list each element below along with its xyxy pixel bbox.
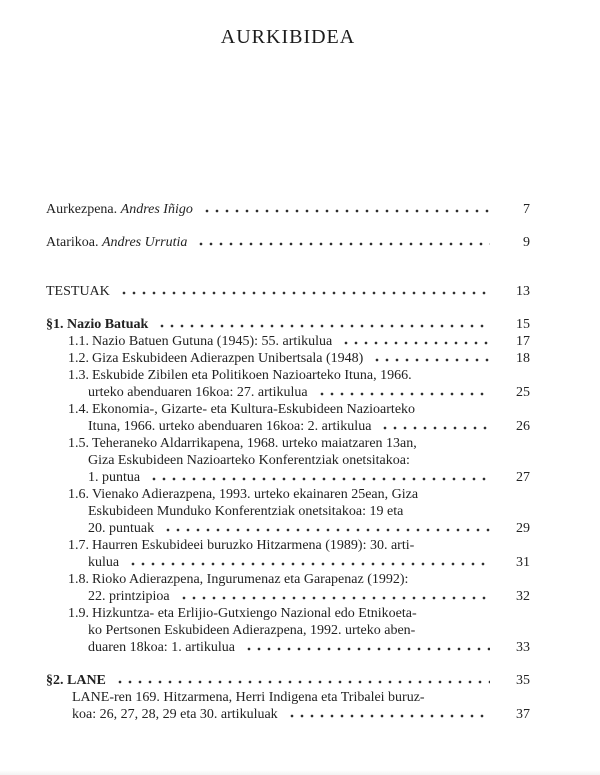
- page-number: 15: [516, 317, 530, 332]
- entry-number: 1.1.: [68, 334, 89, 349]
- toc-entry: [46, 350, 530, 367]
- entry-text: Haurren Eskubideei buruzko Hitzarmena (1989): 30. arti-: [92, 538, 415, 553]
- toc-line: [46, 316, 530, 333]
- page-number: 37: [516, 707, 530, 722]
- entry-text: §2. LANE: [46, 673, 106, 688]
- scan-bottom-edge: [0, 770, 600, 775]
- toc-line: [88, 418, 530, 435]
- page-number: 18: [516, 351, 530, 366]
- entry-author: Andres Urrutia: [101, 235, 188, 250]
- page-number: 29: [516, 521, 530, 536]
- entry-text: Giza Eskubideen Adierazpen Unibertsala (1948): [92, 351, 364, 366]
- page-number: 26: [516, 419, 530, 434]
- entry-text: Eskubide Zibilen eta Politikoen Nazioarteko Ituna, 1966.: [92, 368, 412, 383]
- page-number: 35: [516, 673, 530, 688]
- toc-list: [46, 201, 530, 723]
- entry-text: Ekonomia-, Gizarte- eta Kultura-Eskubideen Nazioarteko: [92, 402, 416, 417]
- toc-line: [88, 452, 530, 469]
- toc-line: [68, 401, 530, 418]
- entry-text: LANE-ren 169. Hitzarmena, Herri Indigena eta Tribalei buruz-: [72, 690, 425, 705]
- toc-entry: [46, 283, 530, 300]
- toc-line: [88, 639, 530, 656]
- dot-leader: [157, 324, 490, 328]
- dot-leader: [202, 209, 490, 213]
- toc-line: [72, 706, 530, 723]
- entry-text: 22. printzipioa: [88, 589, 170, 604]
- toc-line: [88, 554, 530, 571]
- toc-line: [88, 622, 530, 639]
- entry-text: urteko abenduaren 16koa: 27. artikulua: [88, 385, 308, 400]
- toc-line: [46, 201, 530, 218]
- entry-text: Rioko Adierazpena, Ingurumenaz eta Garapenaz (1992):: [92, 572, 409, 587]
- toc-line: [68, 350, 530, 367]
- toc-line: [68, 367, 530, 384]
- toc-entry: [46, 571, 530, 605]
- toc-entry: [46, 672, 530, 689]
- toc-entry: [46, 201, 530, 218]
- toc-entry: [46, 333, 530, 350]
- toc-line: [46, 283, 530, 300]
- entry-number: 1.6.: [68, 487, 89, 502]
- page-number: 32: [516, 589, 530, 604]
- toc-line: [88, 503, 530, 520]
- dot-leader: [149, 477, 490, 481]
- entry-text: [46, 234, 187, 251]
- toc-entry: [46, 605, 530, 656]
- page-number: 27: [516, 470, 530, 485]
- entry-text: ko Pertsonen Eskubideen Adierazpena, 1992. urteko aben-: [88, 623, 416, 638]
- toc-line: [68, 605, 530, 622]
- dot-leader: [115, 680, 490, 684]
- entry-number: 1.8.: [68, 572, 89, 587]
- entry-text: Hizkuntza- eta Erlijio-Gutxiengo Nazional edo Etnikoeta-: [92, 606, 417, 621]
- entry-text: §1. Nazio Batuak: [46, 317, 149, 332]
- entry-text: Ituna, 1966. urteko abenduaren 16koa: 2. artikulua: [88, 419, 372, 434]
- toc-line: [88, 520, 530, 537]
- entry-label: Aurkezpena.: [46, 202, 121, 217]
- entry-text: duaren 18koa: 1. artikulua: [88, 640, 235, 655]
- entry-number: 1.3.: [68, 368, 89, 383]
- entry-text: kulua: [88, 555, 120, 570]
- dot-leader: [287, 714, 490, 718]
- page-number: 9: [523, 235, 530, 250]
- page-title: AURKIBIDEA: [220, 26, 356, 48]
- dot-leader: [317, 392, 490, 396]
- toc-line: [46, 672, 530, 689]
- toc-entry: [46, 367, 530, 401]
- entry-text: Eskubideen Munduko Konferentziak onetsitakoa: 19 eta: [88, 504, 404, 519]
- dot-leader: [128, 562, 490, 566]
- entry-text: Teheraneko Aldarrikapena, 1968. urteko maiatzaren 13an,: [92, 436, 417, 451]
- entry-label: Atarikoa.: [46, 235, 102, 250]
- page-number: 13: [516, 284, 530, 299]
- dot-leader: [380, 426, 490, 430]
- entry-text: [46, 201, 193, 218]
- dot-leader: [179, 596, 490, 600]
- toc-line: [46, 234, 530, 251]
- dot-leader: [372, 358, 490, 362]
- toc-line: [68, 333, 530, 350]
- page-number: 17: [516, 334, 530, 349]
- page-number: 25: [516, 385, 530, 400]
- toc-line: [72, 689, 530, 706]
- toc-entry: [46, 401, 530, 435]
- entry-number: 1.9.: [68, 606, 89, 621]
- toc-entry: [46, 316, 530, 333]
- dot-leader: [196, 242, 490, 246]
- toc-entry: [46, 234, 530, 251]
- dot-leader: [244, 647, 490, 651]
- entry-text: 20. puntuak: [88, 521, 155, 536]
- page-number: 31: [516, 555, 530, 570]
- dot-leader: [119, 291, 490, 295]
- entry-number: 1.7.: [68, 538, 89, 553]
- toc-entry: [46, 689, 530, 723]
- entry-text: 1. puntua: [88, 470, 141, 485]
- page-number: 7: [523, 202, 530, 217]
- toc-line: [88, 384, 530, 401]
- toc-line: [68, 571, 530, 588]
- toc-line: [68, 435, 530, 452]
- entry-text: TESTUAK: [46, 284, 110, 299]
- entry-number: 1.2.: [68, 351, 89, 366]
- toc-entry: [46, 435, 530, 486]
- dot-leader: [163, 528, 490, 532]
- entry-text: Vienako Adierazpena, 1993. urteko ekainaren 25ean, Giza: [92, 487, 419, 502]
- toc-line: [68, 537, 530, 554]
- toc-line: [68, 486, 530, 503]
- entry-number: 1.5.: [68, 436, 89, 451]
- page-number: 33: [516, 640, 530, 655]
- entry-text: Nazio Batuen Gutuna (1945): 55. artikulua: [92, 334, 333, 349]
- entry-text: Giza Eskubideen Nazioarteko Konferentziak onetsitakoa:: [88, 453, 410, 468]
- toc-line: [88, 588, 530, 605]
- dot-leader: [341, 341, 490, 345]
- toc-line: [88, 469, 530, 486]
- toc-entry: [46, 537, 530, 571]
- toc-entry: [46, 486, 530, 537]
- entry-author: Andres Iñigo: [120, 202, 193, 217]
- entry-text: koa: 26, 27, 28, 29 eta 30. artikuluak: [72, 707, 278, 722]
- entry-number: 1.4.: [68, 402, 89, 417]
